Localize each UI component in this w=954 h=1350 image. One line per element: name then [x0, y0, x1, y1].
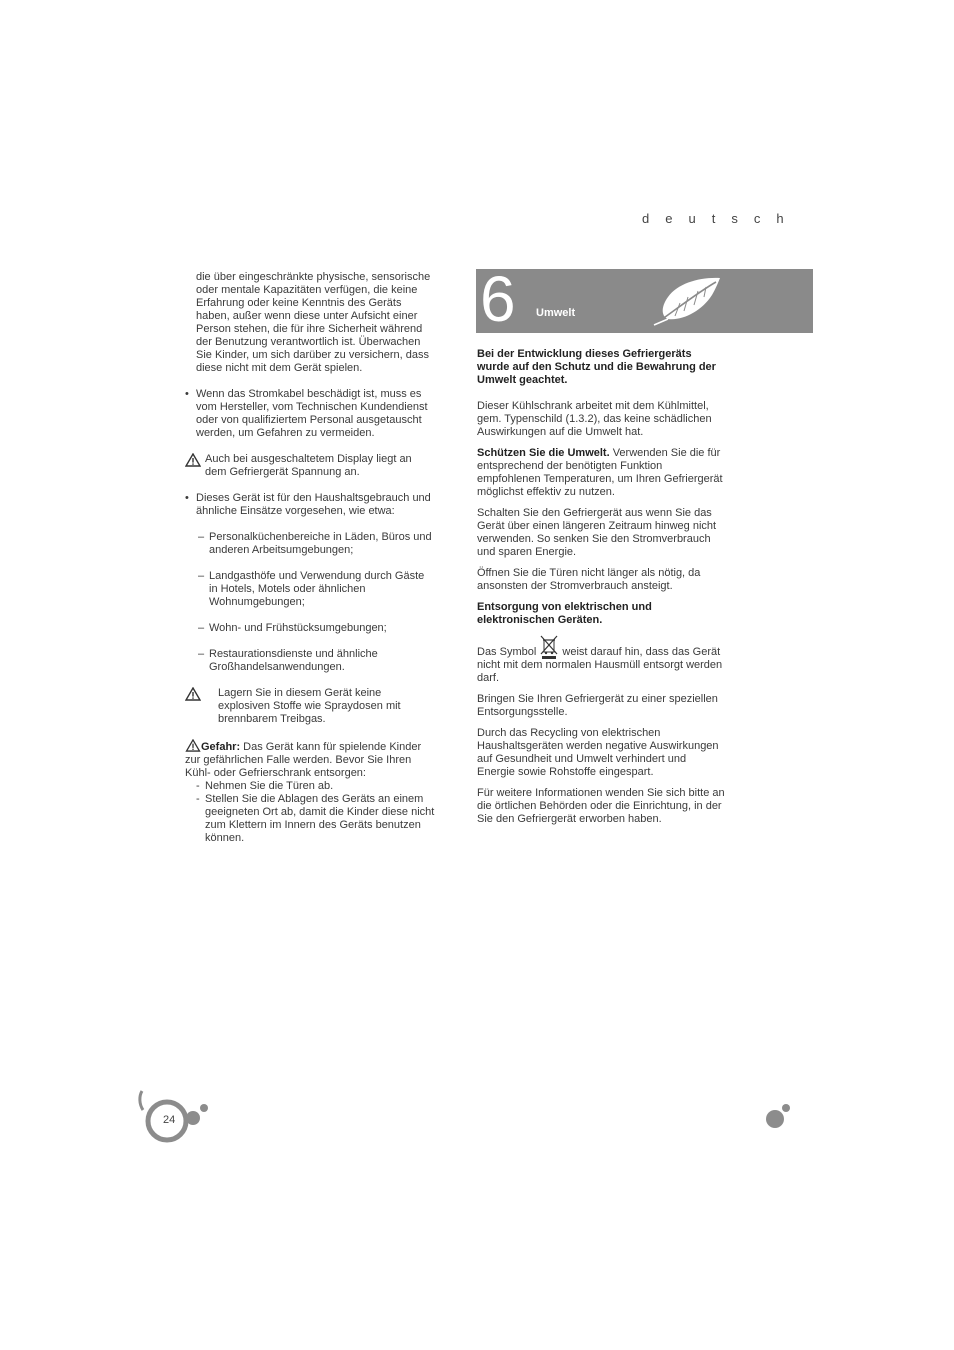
page-number: 24 — [163, 1114, 176, 1126]
doors-paragraph: Öffnen Sie die Türen nicht länger als nötig, da ansonsten der Stromverbrauch ansteigt. — [477, 567, 701, 592]
bullet-household-use — [185, 492, 435, 518]
crossed-bin-icon — [539, 635, 559, 659]
warning-icon — [185, 739, 201, 752]
dash-item: – Wohn- und Frühstücksumgebungen; — [198, 622, 387, 634]
danger-text: Das Gerät kann für spielende Kinder zur gefährlichen Falle werden. Bevor Sie Ihren Kühl- oder Gefrierschrank entsorgen: — [185, 741, 422, 779]
danger-item-text: Nehmen Sie die Türen ab. — [205, 780, 334, 792]
dash-item-text: Landgasthöfe und Verwendung durch Gäste in Hotels, Motels oder ähnlichen Wohnumgebungen; — [209, 570, 425, 608]
danger-label: Gefahr: — [201, 741, 241, 753]
warning-icon — [185, 453, 201, 467]
intro-paragraph: die über eingeschränkte physische, sensorische oder mentale Kapazitäten verfügen, die keine Erfahrung oder keine Kenntnis des Geräts haben, außer wenn diese unter Aufsicht einer Person stehen, die für ihre Sicherheit während der Benutzung verantwortlich ist. Überwachen Sie Kinder, um sich darüber zu versichern, dass diese nicht mit dem Gerät spielen. — [196, 271, 431, 374]
danger-item-text: Stellen Sie die Ablagen des Geräts an einem geeigneten Ort ab, damit die Kinder diese nicht zum Klettern im Innern des Geräts benutzen können. — [205, 793, 435, 844]
dash-item-text: Personalküchenbereiche in Läden, Büros und anderen Arbeitsumgebungen; — [209, 531, 432, 556]
right-column — [477, 348, 727, 826]
warning-explosive — [185, 687, 435, 726]
warning-display-voltage — [185, 453, 435, 479]
bullet-dot: • — [185, 492, 189, 504]
switch-off-paragraph: Schalten Sie den Gefriergerät aus wenn Sie das Gerät über einen längeren Zeitraum hinweg nicht verwenden. So senken Sie den Stromverbrauch und sparen Energie. — [477, 507, 717, 558]
section-title: Umwelt — [536, 307, 576, 319]
dash-item-text: Restaurationsdienste und ähnliche Großhandelsanwendungen. — [209, 648, 378, 673]
leaf-icon — [650, 275, 724, 327]
section-banner — [476, 263, 813, 335]
protect-environment-paragraph: Schützen Sie die Umwelt. Verwenden Sie die für entsprechend der benötigten Funktion empfohlenen Temperaturen, um Ihren Gefriergerät möglichst effektiv zu nutzen. — [477, 447, 723, 498]
lead-paragraph: Bei der Entwicklung dieses Gefriergeräts wurde auf den Schutz und die Bewahrung der Umwelt geachtet. — [477, 348, 716, 386]
refrigerant-paragraph: Dieser Kühlschrank arbeitet mit dem Kühlmittel, gem. Typenschild (1.3.2), das keine schädlichen Auswirkungen auf die Umwelt hat. — [477, 400, 712, 438]
language-label: d e u t s c h — [642, 211, 790, 226]
disposal-heading: Entsorgung von elektrischen und elektronischen Geräten. — [477, 601, 652, 626]
warning-text: Auch bei ausgeschaltetem Display liegt an dem Gefriergerät Spannung an. — [205, 453, 412, 478]
warning-icon — [185, 687, 201, 701]
section-number: 6 — [480, 263, 516, 335]
danger-item: - Stellen Sie die Ablagen des Geräts an einem geeigneten Ort ab, damit die Kinder diese nicht zum Klettern im Innern des Geräts benutzen können. — [196, 793, 435, 844]
danger-block — [185, 739, 435, 780]
warning-text: Lagern Sie in diesem Gerät keine explosiven Stoffe wie Spraydosen mit brennbarem Treibgas. — [218, 687, 401, 725]
bullet-dot: • — [185, 388, 189, 400]
bullet-text: Dieses Gerät ist für den Haushaltsgebrauch und ähnliche Einsätze vorgesehen, wie etwa: — [196, 492, 431, 517]
danger-item: - Nehmen Sie die Türen ab. — [196, 780, 334, 792]
bullet-power-cable — [185, 388, 435, 440]
dash-item-text: Wohn- und Frühstücksumgebungen; — [209, 622, 387, 634]
collection-point-paragraph: Bringen Sie Ihren Gefriergerät zu einer speziellen Entsorgungsstelle. — [477, 693, 718, 718]
bullet-text: Wenn das Stromkabel beschädigt ist, muss es vom Hersteller, vom Technischen Kundendienst oder von qualifiziertem Personal ausgetauscht werden, um Gefahren zu vermeiden. — [196, 388, 428, 439]
recycling-paragraph: Durch das Recycling von elektrischen Haushaltsgeräten werden negative Auswirkungen auf Gesundheit und Umwelt verhindert und Energie sowie Rohstoffe eingespart. — [477, 727, 719, 778]
dash-item: – Personalküchenbereiche in Läden, Büros und anderen Arbeitsumgebungen; — [198, 531, 432, 556]
left-column — [185, 271, 435, 845]
dash-item: – Restaurationsdienste und ähnliche Großhandelsanwendungen. — [198, 648, 378, 673]
corner-dots-decoration — [762, 1100, 798, 1132]
dash-item: – Landgasthöfe und Verwendung durch Gäste in Hotels, Motels oder ähnlichen Wohnumgebungen; — [198, 570, 425, 608]
symbol-paragraph: Das Symbol weist darauf hin, dass das Gerät nicht mit dem normalen Hausmüll entsorgt werden darf. — [477, 635, 727, 685]
information-paragraph: Für weitere Informationen wenden Sie sich bitte an die örtlichen Behörden oder die Einrichtung, in der Sie den Gefriergerät erworben haben. — [477, 787, 725, 825]
